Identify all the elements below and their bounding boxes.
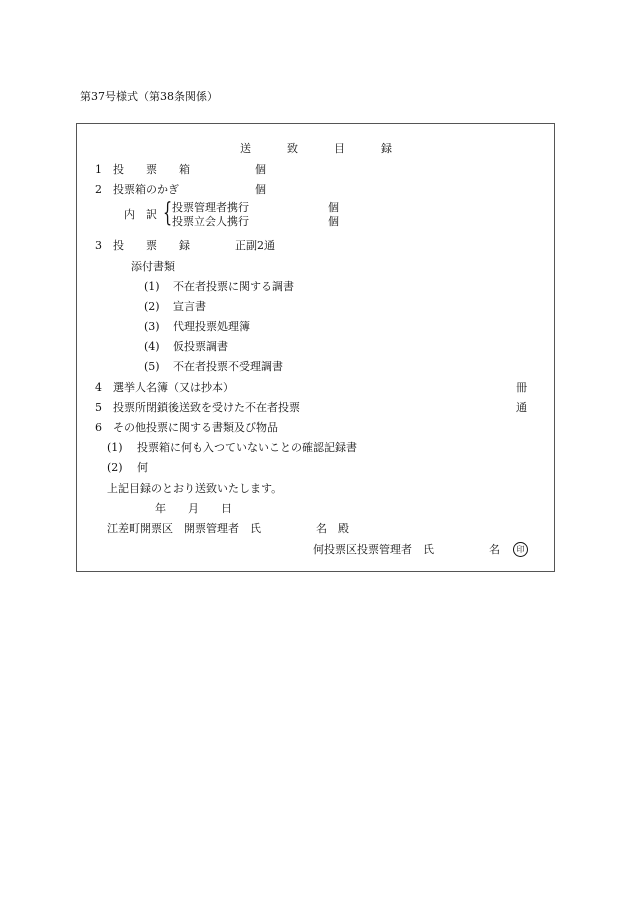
item-6-sub-1-number: (1) [107,441,123,454]
title-char: 目 [334,142,345,155]
date-line: 年 月 日 [155,502,232,515]
attachment-4-text: 仮投票調書 [173,340,228,353]
item-6-sub-1-text: 投票箱に何も入つていないことの確認記録書 [137,441,357,454]
breakdown-label: 内 訳 [124,208,157,221]
closing-text: 上記目録のとおり送致いたします。 [107,482,283,495]
item-1-unit: 個 [255,163,266,176]
title-char: 致 [287,142,298,155]
attachments-label: 添付書類 [131,260,175,273]
attachment-3-text: 代理投票処理簿 [173,320,250,333]
breakdown-line-1-unit: 個 [328,201,339,214]
attachment-2-text: 宣言書 [173,300,206,313]
attachment-4-number: (4) [144,340,160,353]
attachment-1-number: (1) [144,280,160,293]
breakdown-line-2-unit: 個 [328,215,339,228]
addressee-line: 江差町開票区 開票管理者 氏 名 殿 [107,522,349,535]
item-2-unit: 個 [255,183,266,196]
item-5-label: 投票所閉鎖後送致を受けた不在者投票 [113,401,300,414]
brace-glyph: { [163,198,173,228]
item-6-sub-2-text: 何 [137,461,148,474]
attachment-1-text: 不在者投票に関する調書 [173,280,294,293]
form-reference: 第37号様式（第38条関係） [80,90,218,103]
item-4-label: 選挙人名簿（又は抄本） [113,381,234,394]
item-3-number: 3 [95,239,102,252]
attachment-5-number: (5) [144,360,160,373]
breakdown-line-2-label: 投票立会人携行 [172,215,249,228]
item-2-label: 投票箱のかぎ [113,183,179,196]
item-3-value: 正副2通 [235,239,275,252]
item-1-number: 1 [95,163,102,176]
attachment-5-text: 不在者投票不受理調書 [173,360,283,373]
item-3-label: 投 票 録 [113,239,190,252]
document-title [240,142,428,156]
item-6-label: その他投票に関する書類及び物品 [113,421,278,434]
title-char: 録 [381,142,392,155]
item-4-number: 4 [95,381,102,394]
item-4-unit: 冊 [516,381,527,394]
sender-line: 何投票区投票管理者 氏 名 [313,543,500,556]
item-6-number: 6 [95,421,102,434]
item-5-number: 5 [95,401,102,414]
attachment-2-number: (2) [144,300,160,313]
document-box [76,123,555,572]
breakdown-line-1-label: 投票管理者携行 [172,201,249,214]
title-char: 送 [240,142,251,155]
item-6-sub-2-number: (2) [107,461,123,474]
attachment-3-number: (3) [144,320,160,333]
item-1-label: 投 票 箱 [113,163,190,176]
seal-icon: 印 [513,542,528,557]
item-5-unit: 通 [516,401,527,414]
item-2-number: 2 [95,183,102,196]
